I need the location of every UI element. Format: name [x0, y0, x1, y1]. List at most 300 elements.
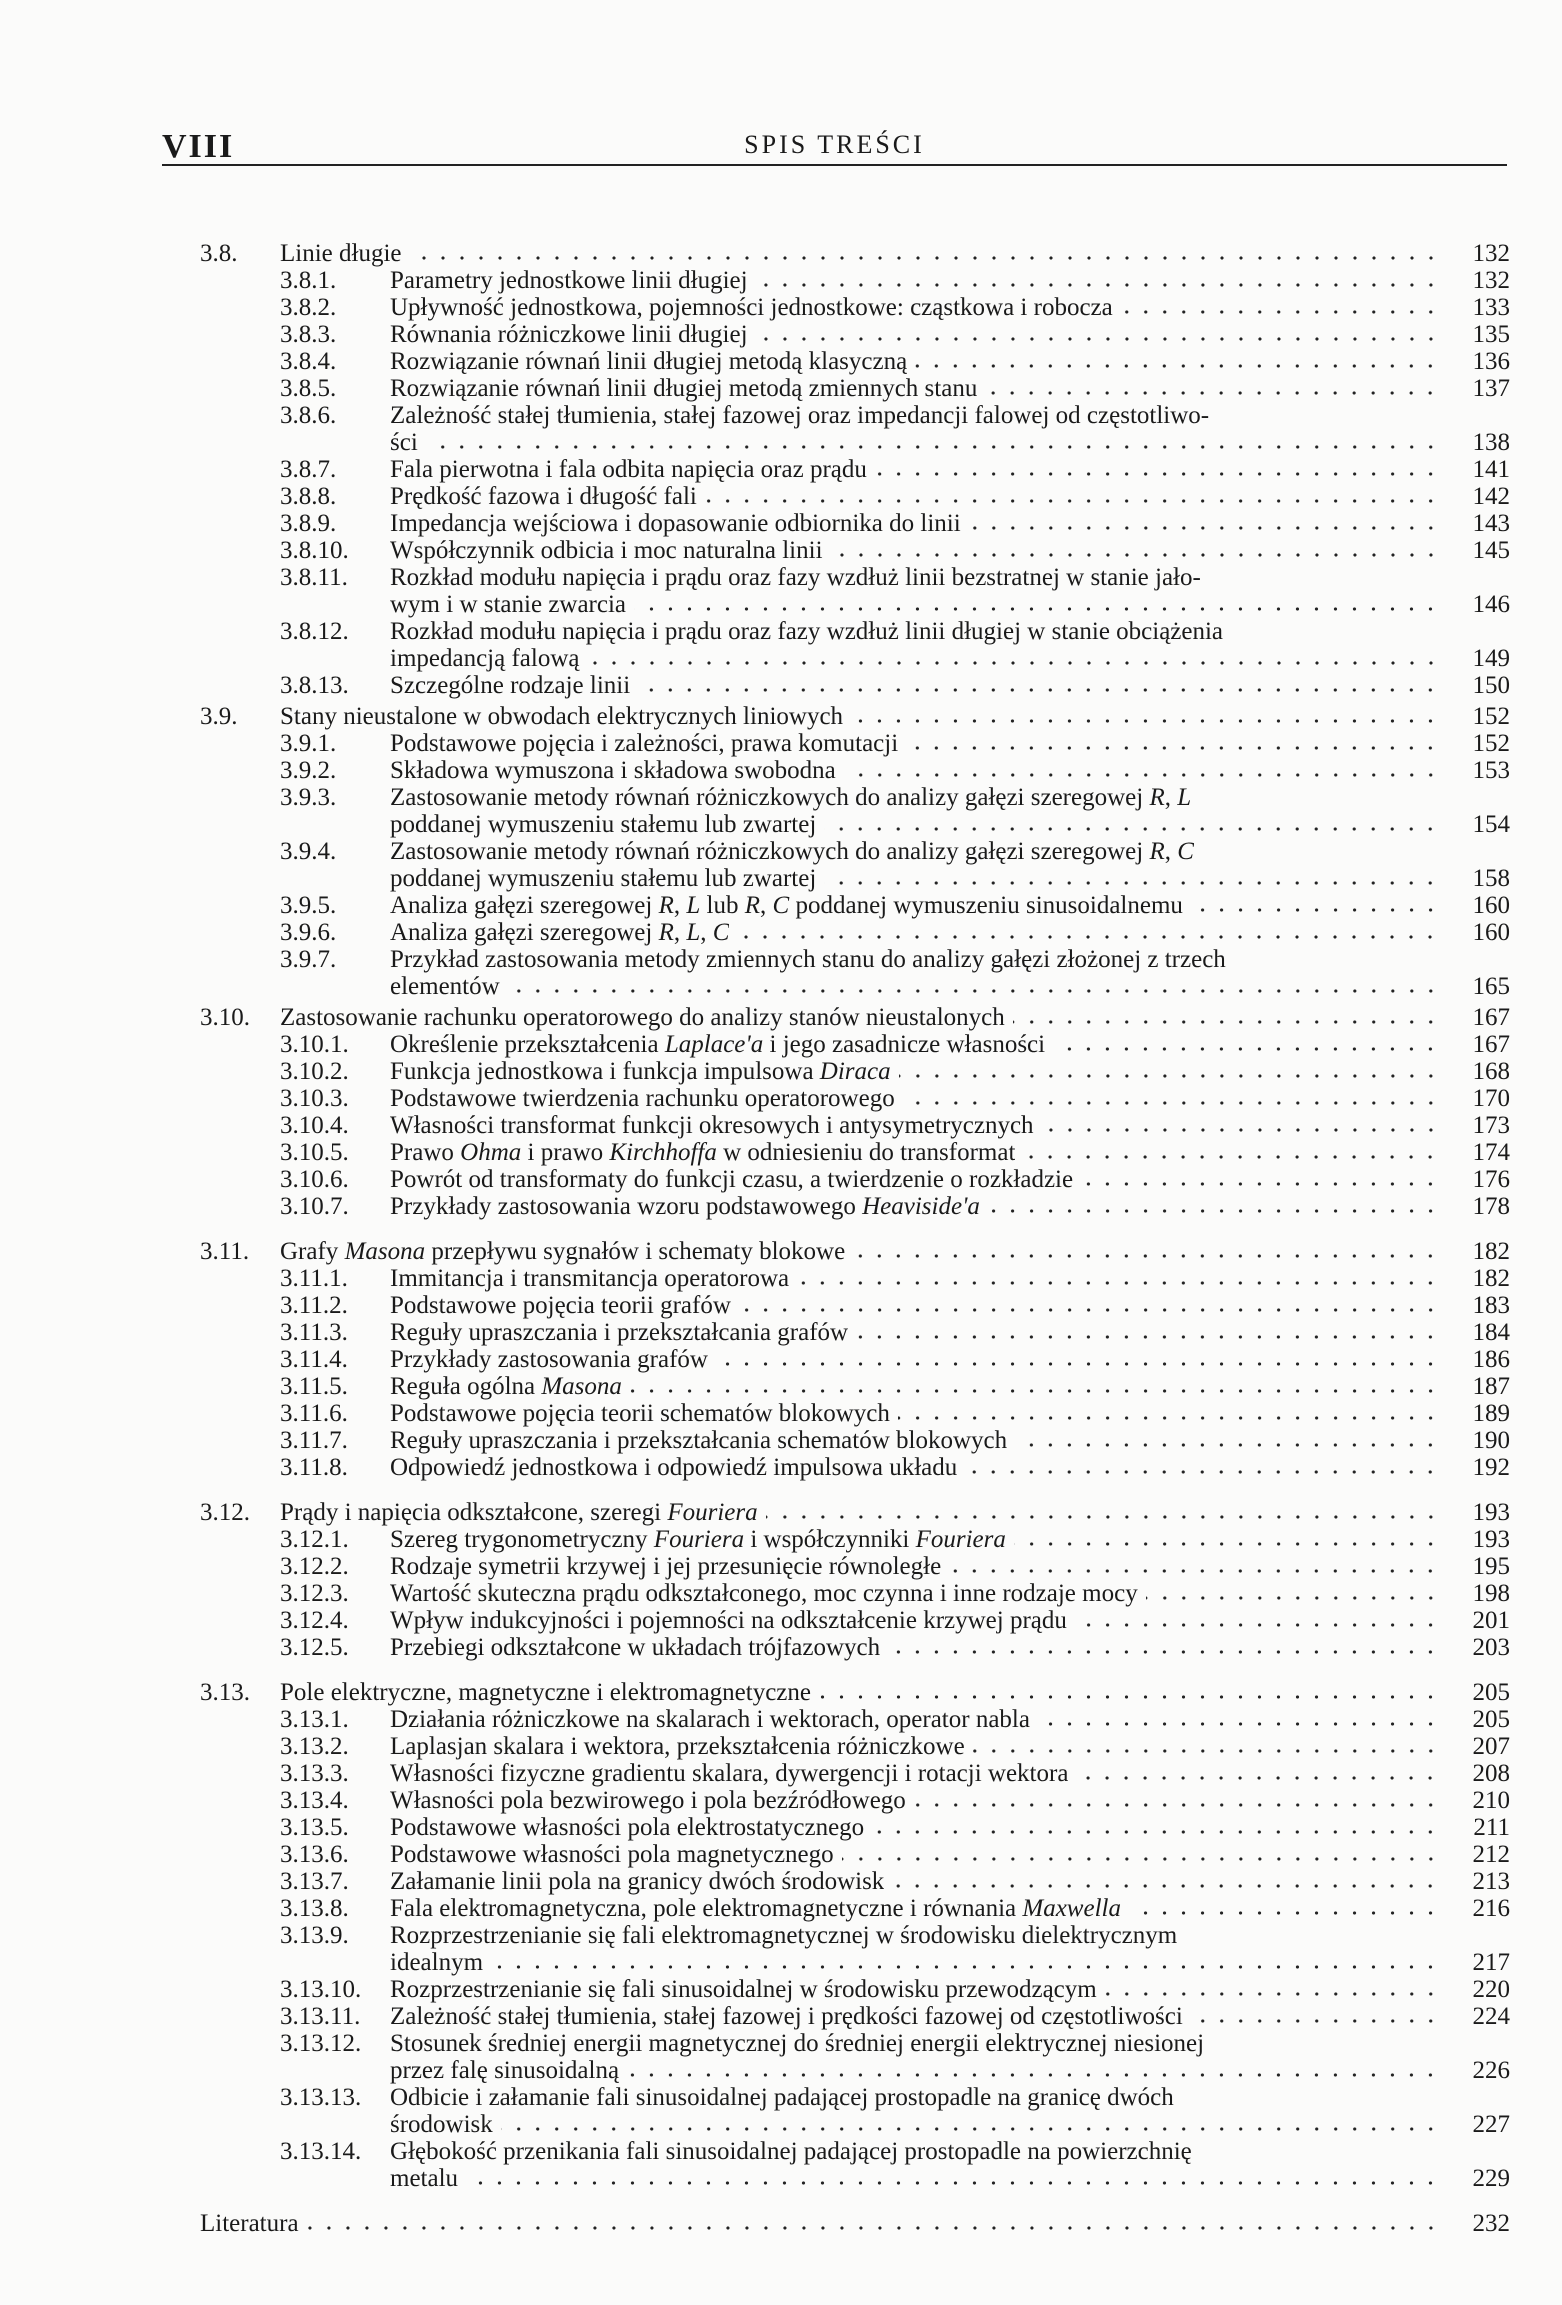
section-number: 3.11.4. [280, 1346, 348, 1373]
toc-entry [200, 1238, 1510, 1265]
page-reference: 146 [1472, 591, 1510, 618]
page-reference: 174 [1472, 1139, 1510, 1166]
title-text: Rozkład modułu napięcia i prądu oraz fazy wzdłuż linii bezstratnej w stanie jało- [390, 564, 1201, 591]
title-text: przepływu sygnałów i schematy blokowe [425, 1238, 846, 1265]
title-text: Własności fizyczne gradientu skalara, dywergencji i rotacji wektora [390, 1760, 1069, 1787]
toc-entry-line [200, 1346, 1510, 1373]
section-number: 3.13.9. [280, 1922, 349, 1949]
title-text: Zależność stałej tłumienia, stałej fazowej oraz impedancji falowej od częstotliwo- [390, 402, 1210, 429]
toc-entry-line [200, 1193, 1510, 1220]
title-text: Stosunek średniej energii magnetycznej do średniej energii elektrycznej niesionej [390, 2030, 1205, 2057]
section-title [390, 973, 500, 1000]
title-text: Fala elektromagnetyczna, pole elektromagnetyczne i równania [390, 1895, 1023, 1922]
section-title [390, 1895, 1121, 1922]
toc-entry-line [200, 1553, 1510, 1580]
title-text: poddanej wymuszeniu stałemu lub zwartej [390, 811, 817, 838]
toc-entry [200, 1733, 1510, 1760]
dot-leader [851, 718, 1440, 724]
toc-entry [200, 2003, 1510, 2030]
toc-entry [200, 1499, 1510, 1526]
toc-entry-line [200, 348, 1510, 375]
page-reference: 133 [1472, 294, 1510, 321]
toc-entry-line [200, 757, 1510, 784]
title-text: poddanej wymuszeniu sinusoidalnemu [789, 892, 1183, 919]
dot-leader [1038, 1721, 1440, 1727]
title-text: Reguły upraszczania i przekształcania grafów [390, 1319, 849, 1346]
dot-leader [766, 1514, 1440, 1520]
section-number: 3.10.7. [280, 1193, 349, 1220]
section-number: 3.8.9. [280, 510, 337, 537]
italic-name: R [1149, 838, 1165, 865]
title-text: Podstawowe pojęcia teorii grafów [390, 1292, 731, 1319]
section-title [390, 1427, 1007, 1454]
toc-entry-line [200, 1112, 1510, 1139]
toc-entry-line [200, 1454, 1510, 1481]
toc-entry-line [200, 1292, 1510, 1319]
title-text: Szereg trygonometryczny [390, 1526, 654, 1553]
page-reference: 160 [1472, 919, 1510, 946]
title-text: Składowa wymuszona i składowa swobodna [390, 757, 836, 784]
dot-leader [1121, 309, 1440, 315]
section-title [390, 730, 898, 757]
section-title [390, 1922, 1177, 1949]
section-number: 3.10.2. [280, 1058, 349, 1085]
page-reference: 208 [1472, 1760, 1510, 1787]
section-number: 3.11.7. [280, 1427, 348, 1454]
title-text: Współczynnik odbicia i moc naturalna linii [390, 537, 823, 564]
section-number: 3.13.7. [280, 1868, 349, 1895]
toc-entry-line [200, 919, 1510, 946]
section-number: 3.11.6. [280, 1400, 348, 1427]
title-text: Zastosowanie metody równań różniczkowych do analizy gałęzi szeregowej [390, 784, 1150, 811]
page-reference: 168 [1472, 1058, 1510, 1085]
title-text: Parametry jednostkowe linii długiej [390, 267, 748, 294]
title-text: Przykłady zastosowania grafów [390, 1346, 708, 1373]
section-title [390, 1085, 895, 1112]
section-title [390, 510, 961, 537]
italic-name: Heaviside'a [862, 1193, 980, 1220]
toc-entry [200, 757, 1510, 784]
page-reference: 173 [1472, 1112, 1510, 1139]
title-text: , [673, 919, 687, 946]
section-title [280, 1499, 758, 1526]
toc-entry [200, 1580, 1510, 1607]
section-title [390, 591, 626, 618]
toc-entry-line [200, 838, 1510, 865]
italic-name: C [712, 919, 730, 946]
toc-entry-line [200, 2057, 1510, 2084]
toc-entry [200, 946, 1510, 1000]
dot-leader [1191, 2018, 1440, 2024]
dot-leader [638, 687, 1440, 693]
section-title [390, 1949, 483, 1976]
section-number: 3.8.8. [280, 483, 337, 510]
section-title [390, 1292, 731, 1319]
page-reference: 176 [1472, 1166, 1510, 1193]
page-reference: 132 [1472, 267, 1510, 294]
page-reference: 212 [1472, 1841, 1510, 1868]
section-title [390, 946, 1226, 973]
section-title [390, 1346, 708, 1373]
toc-entry-line [200, 1760, 1510, 1787]
page-reference: 152 [1472, 703, 1510, 730]
toc-entry-line [200, 946, 1510, 973]
italic-name: Fouriera [667, 1499, 758, 1526]
page-reference: 132 [1472, 240, 1510, 267]
dot-leader [627, 2072, 1440, 2078]
section-number: 3.13.1. [280, 1706, 349, 1733]
toc-entry [200, 1346, 1510, 1373]
section-number: 3.9.5. [280, 892, 337, 919]
page-reference: 182 [1472, 1265, 1510, 1292]
section-number: 3.13.3. [280, 1760, 349, 1787]
section-number: 3.9.4. [280, 838, 337, 865]
section-number: 3.10.6. [280, 1166, 349, 1193]
section-number: 3.9.1. [280, 730, 337, 757]
title-text: lub [700, 892, 745, 919]
toc-entry [200, 1706, 1510, 1733]
page-reference: 165 [1472, 973, 1510, 1000]
section-title [390, 1373, 622, 1400]
italic-name: Diraca [819, 1058, 891, 1085]
toc-entry [200, 1634, 1510, 1661]
italic-name: L [1177, 784, 1192, 811]
page-reference: 178 [1472, 1193, 1510, 1220]
title-text: Analiza gałęzi szeregowej [390, 919, 659, 946]
toc-entry [200, 1895, 1510, 1922]
title-text: , [1164, 838, 1178, 865]
toc-entry [200, 838, 1510, 892]
toc-entry-line [200, 1526, 1510, 1553]
toc-entry-line [200, 2111, 1510, 2138]
toc-entry [200, 618, 1510, 672]
section-number: 3.13.4. [280, 1787, 349, 1814]
section-title [390, 1841, 834, 1868]
toc-entry [200, 267, 1510, 294]
section-title [390, 1976, 1097, 2003]
section-title [390, 1553, 941, 1580]
page-reference: 158 [1472, 865, 1510, 892]
section-number: 3.13.14. [280, 2138, 362, 2165]
title-text: Linie długie [280, 240, 402, 267]
section-title [390, 1634, 880, 1661]
page-reference: 153 [1472, 757, 1510, 784]
section-title [390, 2084, 1174, 2111]
toc-entry-line [200, 2003, 1510, 2030]
section-title [390, 564, 1201, 591]
title-text: Zależność stałej tłumienia, stałej fazowej i prędkości fazowej od częstotliwości [390, 2003, 1183, 2030]
dot-leader [1053, 1046, 1440, 1052]
section-number: 3.8.6. [280, 402, 337, 429]
dot-leader [831, 552, 1440, 558]
title-text: Powrót od transformaty do funkcji czasu, a twierdzenie o rozkładzie [390, 1166, 1074, 1193]
title-text: Przebiegi odkształcone w układach trójfazowych [390, 1634, 881, 1661]
title-text: Podstawowe twierdzenia rachunku operatorowego [390, 1085, 895, 1112]
dot-leader [739, 1307, 1440, 1313]
section-title [390, 1868, 884, 1895]
page-reference: 182 [1472, 1238, 1510, 1265]
toc-entry [200, 564, 1510, 618]
dot-leader [856, 1334, 1440, 1340]
dot-leader [892, 1883, 1440, 1889]
toc-entry-line [200, 811, 1510, 838]
title-text: Impedancja wejściowa i dopasowanie odbiornika do linii [390, 510, 961, 537]
page-reference: 150 [1472, 672, 1510, 699]
page-reference: 227 [1472, 2111, 1510, 2138]
section-number: 3.12.5. [280, 1634, 349, 1661]
section-number: 3.9.2. [280, 757, 337, 784]
toc-entry [200, 1760, 1510, 1787]
page-reference: 224 [1472, 2003, 1510, 2030]
dot-leader [906, 745, 1440, 751]
toc-entry-line [200, 1976, 1510, 2003]
title-text: Laplasjan skalara i wektora, przekształcenia różniczkowe [390, 1733, 965, 1760]
title-text: , [1164, 784, 1178, 811]
page-reference: 160 [1472, 892, 1510, 919]
toc-entry-line [200, 402, 1510, 429]
title-text: Wpływ indukcyjności i pojemności na odkształcenie krzywej prądu [390, 1607, 1067, 1634]
page-reference: 192 [1472, 1454, 1510, 1481]
section-title [390, 1193, 980, 1220]
toc-entry-line [200, 1787, 1510, 1814]
page-reference: 211 [1473, 1814, 1510, 1841]
toc-entry-line [200, 2165, 1510, 2192]
toc-entry [200, 1868, 1510, 1895]
section-number: 3.8.13. [280, 672, 349, 699]
title-text: Rozwiązanie równań linii długiej metodą klasyczną [390, 348, 908, 375]
section-title [390, 1760, 1068, 1787]
section-number: 3.9.3. [280, 784, 337, 811]
toc-entry-line [200, 1706, 1510, 1733]
title-text: Literatura [200, 2210, 299, 2237]
toc-entry-line [200, 865, 1510, 892]
toc-entry [200, 1319, 1510, 1346]
title-text: Upływność jednostkowa, pojemności jednostkowe: cząstkowa i robocza [390, 294, 1113, 321]
italic-name: Masona [344, 1238, 426, 1265]
title-text: Głębokość przenikania fali sinusoidalnej padającej prostopadle na powierzchnię [390, 2138, 1192, 2165]
page-reference: 152 [1472, 730, 1510, 757]
dot-leader [824, 826, 1440, 832]
section-number: 3.11.1. [280, 1265, 348, 1292]
section-title [390, 1787, 906, 1814]
page-reference: 232 [1472, 2210, 1510, 2237]
section-number: 3.8.7. [280, 456, 337, 483]
toc-entry-line [200, 1265, 1510, 1292]
title-text: Funkcja jednostkowa i funkcja impulsowa [390, 1058, 820, 1085]
toc-entry [200, 1787, 1510, 1814]
section-title [390, 618, 1223, 645]
dot-leader [1129, 1910, 1440, 1916]
page-reference: 226 [1472, 2057, 1510, 2084]
dot-leader [1146, 1595, 1440, 1601]
toc-entry [200, 1922, 1510, 1976]
section-number: 3.8.1. [280, 267, 337, 294]
section-number: 3.13.13. [280, 2084, 362, 2111]
title-text: Własności pola bezwirowego i pola bezźródłowego [390, 1787, 906, 1814]
toc-entry-line [200, 240, 1510, 267]
title-text: Pole elektryczne, magnetyczne i elektromagnetyczne [280, 1679, 811, 1706]
section-title [390, 892, 1183, 919]
dot-leader [1105, 1991, 1440, 1997]
italic-name: Ohma [460, 1139, 522, 1166]
dot-leader [872, 1829, 1440, 1835]
toc-entry [200, 348, 1510, 375]
toc-entry-line [200, 564, 1510, 591]
toc-entry [200, 2084, 1510, 2138]
title-text: Przykłady zastosowania wzoru podstawowego [390, 1193, 863, 1220]
page-title: SPIS TREŚCI [744, 130, 925, 159]
toc-entry-line [200, 1679, 1510, 1706]
section-title [390, 2111, 493, 2138]
title-text: Odbicie i załamanie fali sinusoidalnej padającej prostopadle na granicę dwóch [390, 2084, 1174, 2111]
dot-leader [797, 1280, 1440, 1286]
toc-entry-line [200, 483, 1510, 510]
title-text: idealnym [390, 1949, 484, 1976]
dot-leader [949, 1568, 1440, 1574]
title-text: i prawo [521, 1139, 610, 1166]
toc-entry-line [200, 892, 1510, 919]
title-text: w odniesieniu do transformat [716, 1139, 1016, 1166]
section-title [390, 1733, 965, 1760]
dot-leader [915, 363, 1440, 369]
title-text: ści [390, 429, 418, 456]
toc-entry [200, 1292, 1510, 1319]
section-number: 3.10.5. [280, 1139, 349, 1166]
dot-leader [875, 471, 1440, 477]
toc-entry-line [200, 267, 1510, 294]
toc-entry-line [200, 672, 1510, 699]
section-title [390, 811, 816, 838]
page-reference: 142 [1472, 483, 1510, 510]
section-number: 3.10.3. [280, 1085, 349, 1112]
toc-entry-line [200, 1166, 1510, 1193]
section-title [390, 2030, 1204, 2057]
title-text: metalu [390, 2165, 459, 2192]
toc-entry [200, 1553, 1510, 1580]
page-reference: 195 [1472, 1553, 1510, 1580]
dot-leader [988, 1208, 1440, 1214]
section-number: 3.8.11. [280, 564, 348, 591]
page-reference: 217 [1472, 1949, 1510, 1976]
section-number: 3.10.1. [280, 1031, 349, 1058]
dot-leader [501, 2126, 1440, 2132]
toc-entry [200, 784, 1510, 838]
title-text: Fala pierwotna i fala odbita napięcia oraz prądu [390, 456, 867, 483]
section-number: 3.8.12. [280, 618, 349, 645]
title-text: Reguły upraszczania i przekształcania schematów blokowych [390, 1427, 1008, 1454]
section-number: 3.12.4. [280, 1607, 349, 1634]
toc-entry-line [200, 730, 1510, 757]
italic-name: Laplace'a [664, 1031, 764, 1058]
title-text: Prawo [390, 1139, 461, 1166]
section-title [200, 2210, 299, 2237]
toc-entry-line [200, 1238, 1510, 1265]
toc-entry-line [200, 1004, 1510, 1031]
toc-entry-line [200, 1319, 1510, 1346]
section-title [390, 1706, 1030, 1733]
section-number: 3.12.3. [280, 1580, 349, 1607]
toc-entry-line [200, 973, 1510, 1000]
section-title [390, 456, 867, 483]
italic-name: C [772, 892, 790, 919]
dot-leader [899, 1073, 1440, 1079]
section-title [280, 1238, 845, 1265]
section-number: 3.12. [200, 1499, 250, 1526]
italic-name: L [686, 892, 701, 919]
toc-entry [200, 1679, 1510, 1706]
page-reference: 149 [1472, 645, 1510, 672]
toc-entry-line [200, 375, 1510, 402]
dot-leader [914, 1802, 1440, 1808]
page-reference: 207 [1472, 1733, 1510, 1760]
toc-entry [200, 1265, 1510, 1292]
toc-entry-line [200, 429, 1510, 456]
toc-entry-line [200, 591, 1510, 618]
dot-leader [426, 444, 1440, 450]
italic-name: L [686, 919, 701, 946]
page-reference: 229 [1472, 2165, 1510, 2192]
dot-leader [737, 934, 1440, 940]
dot-leader [410, 255, 1441, 261]
section-number: 3.11.3. [280, 1319, 348, 1346]
toc-entry [200, 1139, 1510, 1166]
toc-entry-line [200, 1733, 1510, 1760]
section-title [390, 865, 816, 892]
toc-entry-line [200, 618, 1510, 645]
toc-entry [200, 1526, 1510, 1553]
page-reference: 141 [1472, 456, 1510, 483]
title-text: Reguła ogólna [390, 1373, 542, 1400]
dot-leader [756, 282, 1440, 288]
italic-name: R [658, 892, 674, 919]
section-number: 3.13.8. [280, 1895, 349, 1922]
page-reference: 203 [1472, 1634, 1510, 1661]
title-text: Równania różniczkowe linii długiej [390, 321, 748, 348]
dot-leader [705, 498, 1440, 504]
toc-entry [200, 1193, 1510, 1220]
toc-entry [200, 919, 1510, 946]
title-text: Analiza gałęzi szeregowej [390, 892, 659, 919]
section-title [390, 1166, 1073, 1193]
toc-entry-line [200, 537, 1510, 564]
dot-leader [1042, 1127, 1440, 1133]
title-text: Szczególne rodzaje linii [390, 672, 631, 699]
page-reference: 198 [1472, 1580, 1510, 1607]
title-text: wym i w stanie zwarcia [390, 591, 627, 618]
section-title [390, 1112, 1034, 1139]
section-number: 3.13. [200, 1679, 250, 1706]
page-reference: 170 [1472, 1085, 1510, 1112]
toc-entry [200, 1841, 1510, 1868]
italic-name: Kirchhoffa [609, 1139, 717, 1166]
section-number: 3.13.5. [280, 1814, 349, 1841]
title-text: Podstawowe pojęcia teorii schematów blokowych [390, 1400, 890, 1427]
toc-entry [200, 703, 1510, 730]
toc-entry [200, 294, 1510, 321]
toc-entry [200, 1004, 1510, 1031]
title-text: Odpowiedź jednostkowa i odpowiedź impulsowa układu [390, 1454, 958, 1481]
section-number: 3.11. [200, 1238, 250, 1265]
dot-leader [819, 1694, 1440, 1700]
toc-entry [200, 2030, 1510, 2084]
section-number: 3.13.11. [280, 2003, 361, 2030]
section-title [390, 838, 1194, 865]
section-number: 3.11.2. [280, 1292, 348, 1319]
section-title [390, 429, 418, 456]
toc-entry-line [200, 321, 1510, 348]
toc-entry [200, 672, 1510, 699]
page-reference: 137 [1472, 375, 1510, 402]
